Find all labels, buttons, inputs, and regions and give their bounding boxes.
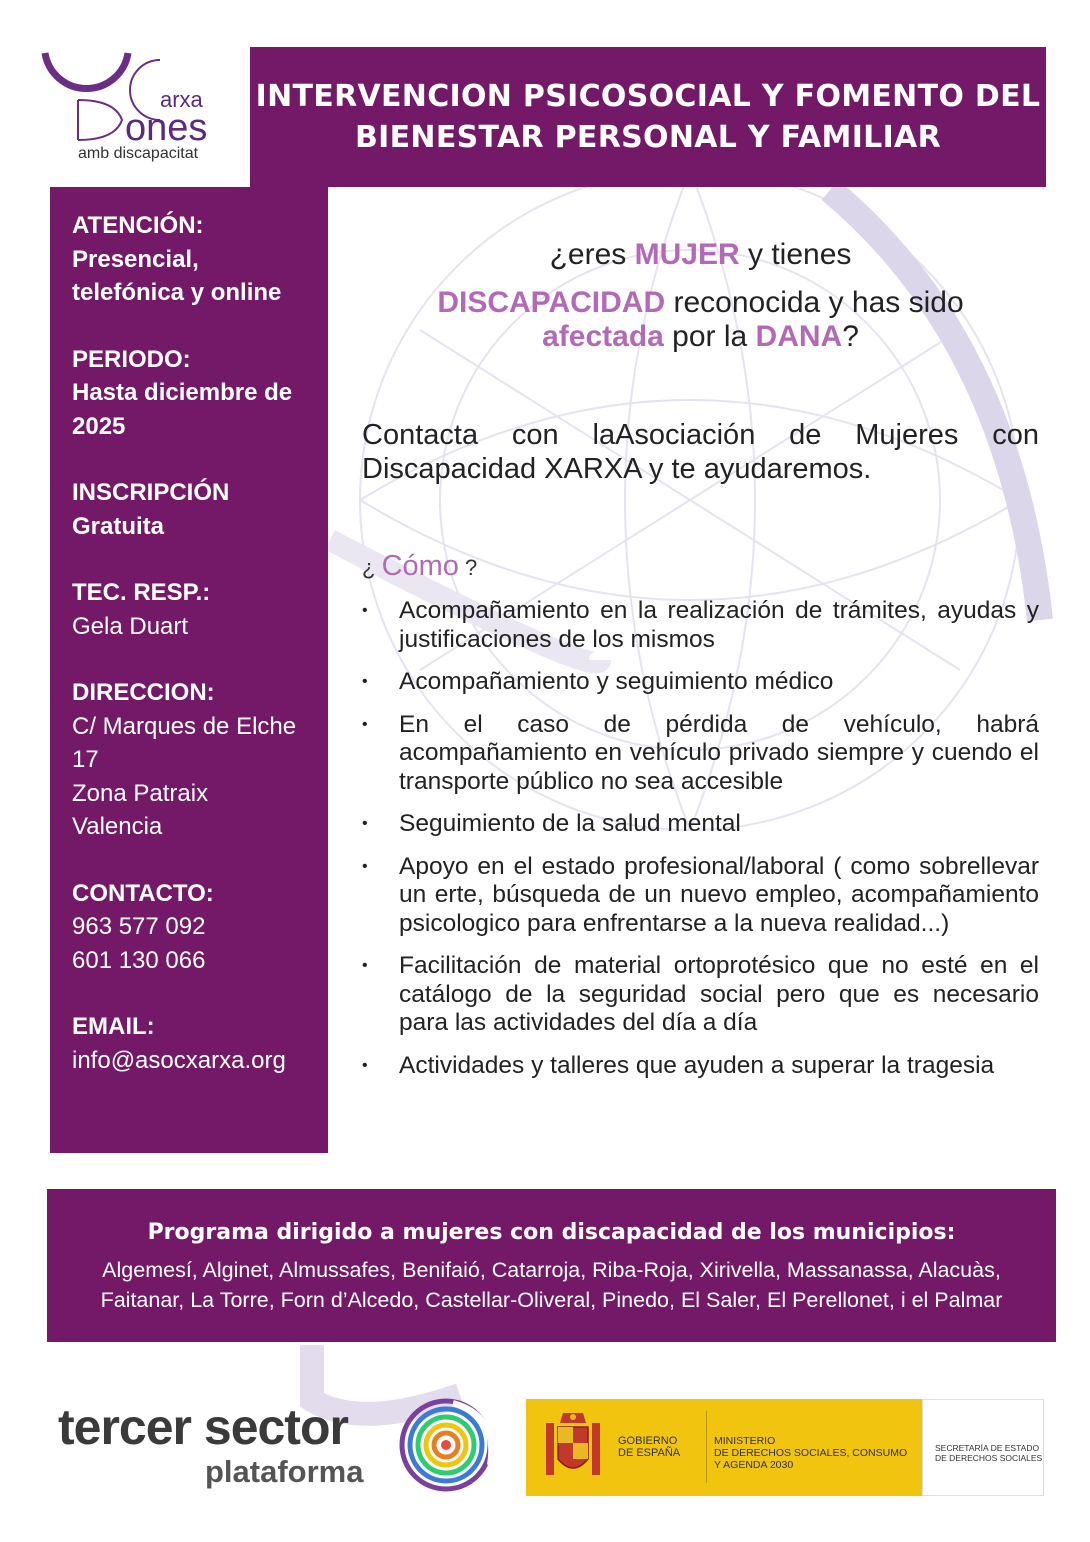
phone-number[interactable]: 963 577 092	[72, 913, 206, 940]
tercer-sector-title: tercer sector	[58, 1399, 348, 1455]
divider	[706, 1411, 707, 1483]
question-line-3	[362, 320, 1039, 354]
bullet-icon: •	[362, 602, 368, 619]
ministerio-text	[714, 1435, 907, 1471]
email-label: EMAIL:	[72, 1013, 155, 1040]
tec-resp-value: Gela Duart	[72, 612, 189, 640]
bullet-icon: •	[362, 957, 368, 974]
bullet-icon: •	[362, 857, 368, 875]
como-word: Cómo	[381, 550, 459, 582]
list-item-text: Facilitación de material ortoprotésico que no esté en el catálogo de la seguridad social pero que es necesario para las actividades del día a día	[399, 952, 1039, 1036]
gobierno-line: DE ESPAÑA	[618, 1447, 681, 1459]
spiral-logo-icon	[398, 1395, 498, 1495]
info-sidebar	[50, 187, 328, 1153]
municipalities-line: Faitanar, La Torre, Forn d’Alcedo, Castellar-Oliveral, Pinedo, El Saler, El Perellonet, i el Palmar	[100, 1288, 1003, 1312]
list-item-text: Acompañamiento y seguimiento médico	[399, 668, 834, 695]
tercer-sector-logo	[58, 1399, 364, 1489]
inscripcion-value: Gratuita	[72, 512, 165, 540]
page-header	[250, 47, 1046, 187]
question-text: por la	[663, 320, 756, 353]
title-line-1: INTERVENCION PSICOSOCIAL Y FOMENTO DEL	[255, 79, 1041, 114]
main-content	[362, 238, 1039, 1094]
tercer-sector-subtitle: plataforma	[205, 1454, 364, 1489]
direccion-line: Valencia	[72, 813, 163, 840]
list-item	[362, 597, 1039, 654]
question-text: reconocida y has sido	[665, 286, 964, 319]
como-punct: ¿	[362, 555, 382, 580]
tec-resp-label: TEC. RESP.:	[72, 579, 211, 606]
secretaria-line: SECRETARÍA DE ESTADO	[935, 1443, 1040, 1453]
municipalities-list	[47, 1255, 1056, 1315]
secretaria-estado-logo	[922, 1399, 1044, 1496]
question-text: ?	[842, 320, 859, 353]
question-text: ¿eres	[549, 238, 635, 271]
list-item-text: Seguimiento de la salud mental	[399, 810, 741, 837]
list-item-text: En el caso de pérdida de vehículo, habrá acompañamiento en vehículo privado siempre y cuendo el transporte público no sea accesible	[399, 710, 1039, 795]
como-heading	[362, 550, 1039, 583]
contacto-label: CONTACTO:	[72, 879, 214, 907]
highlight-afectada: afectada	[542, 320, 664, 353]
secretaria-text	[935, 1443, 1042, 1463]
contact-paragraph: Contacta con laAsociación de Mujeres con Discapacidad XARXA y te ayudaremos.	[362, 419, 1039, 485]
email-block	[72, 1010, 328, 1077]
atencion-value: telefónica y online	[72, 279, 282, 306]
gobierno-line: GOBIERNO	[618, 1435, 678, 1447]
question-line-1	[362, 238, 1039, 272]
services-list	[362, 597, 1039, 1080]
gobierno-espana-logo	[526, 1399, 922, 1496]
list-item	[362, 952, 1039, 1038]
periodo-label: PERIODO:	[72, 345, 191, 373]
atencion-label: ATENCIÓN:	[72, 212, 204, 239]
atencion-block	[72, 209, 328, 310]
phone-number[interactable]: 601 130 066	[72, 946, 206, 974]
list-item	[362, 810, 1039, 839]
bullet-icon: •	[362, 673, 368, 690]
atencion-value: Presencial,	[72, 245, 199, 273]
question-text: y tienes	[739, 238, 852, 271]
ministerio-line: DE DERECHOS SOCIALES, CONSUMO	[714, 1447, 908, 1459]
ministerio-line: Y AGENDA 2030	[714, 1459, 794, 1471]
page-title	[256, 76, 1041, 158]
list-item	[362, 668, 1039, 697]
list-item	[362, 1052, 1039, 1081]
highlight-dana: DANA	[755, 320, 843, 353]
bullet-icon: •	[362, 715, 368, 733]
logo-text-subtitle: amb discapacitat	[78, 145, 199, 162]
direccion-line: Zona Patraix	[72, 779, 209, 807]
question-line-2	[362, 286, 1039, 320]
list-item	[362, 711, 1039, 797]
municipalities-band	[47, 1189, 1056, 1342]
tec-resp-block	[72, 576, 328, 643]
periodo-value: Hasta diciembre de	[72, 379, 293, 406]
bullet-icon: •	[362, 815, 368, 832]
highlight-discapacidad: DISCAPACIDAD	[437, 286, 666, 319]
email-link[interactable]: info@asocxarxa.org	[72, 1046, 286, 1074]
bullet-icon: •	[362, 1056, 368, 1074]
como-punct: ?	[458, 555, 478, 580]
logo-text-ones: ones	[125, 107, 208, 149]
direccion-line: 17	[72, 746, 99, 773]
list-item-text: Actividades y talleres que ayuden a superar la tragesia	[399, 1051, 995, 1079]
xarxa-dones-logo	[40, 45, 240, 175]
list-item-text: Apoyo en el estado profesional/laboral ( como sobrellevar un erte, búsqueda de un nuevo empleo, acompañamiento psicologico para enfrentarse a la nueva realidad...)	[399, 852, 1039, 937]
logo-text-arxa: arxa	[160, 87, 203, 112]
gobierno-text	[618, 1435, 680, 1459]
periodo-value: 2025	[72, 412, 126, 440]
inscripcion-block	[72, 476, 328, 543]
highlight-mujer: MUJER	[634, 238, 740, 271]
secretaria-line: DE DERECHOS SOCIALES	[935, 1453, 1043, 1463]
periodo-block	[72, 343, 328, 444]
list-item	[362, 853, 1039, 939]
contacto-block	[72, 877, 328, 978]
direccion-block	[72, 676, 328, 844]
municipalities-line: Algemesí, Alginet, Almussafes, Benifaió, Catarroja, Riba-Roja, Xirivella, Massanassa, Alacuàs,	[102, 1258, 1001, 1282]
inscripcion-label: INSCRIPCIÓN	[72, 479, 230, 506]
list-item-text: Acompañamiento en la realización de trámites, ayudas y justificaciones de los mismos	[399, 597, 1039, 653]
band-title: Programa dirigido a mujeres con discapacidad de los municipios:	[147, 1220, 956, 1245]
title-line-2: BIENESTAR PERSONAL Y FAMILIAR	[355, 120, 941, 155]
ministerio-line: MINISTERIO	[714, 1435, 776, 1447]
direccion-label: DIRECCION:	[72, 679, 215, 706]
direccion-line: C/ Marques de Elche	[72, 712, 297, 740]
coat-of-arms-icon	[540, 1409, 606, 1485]
